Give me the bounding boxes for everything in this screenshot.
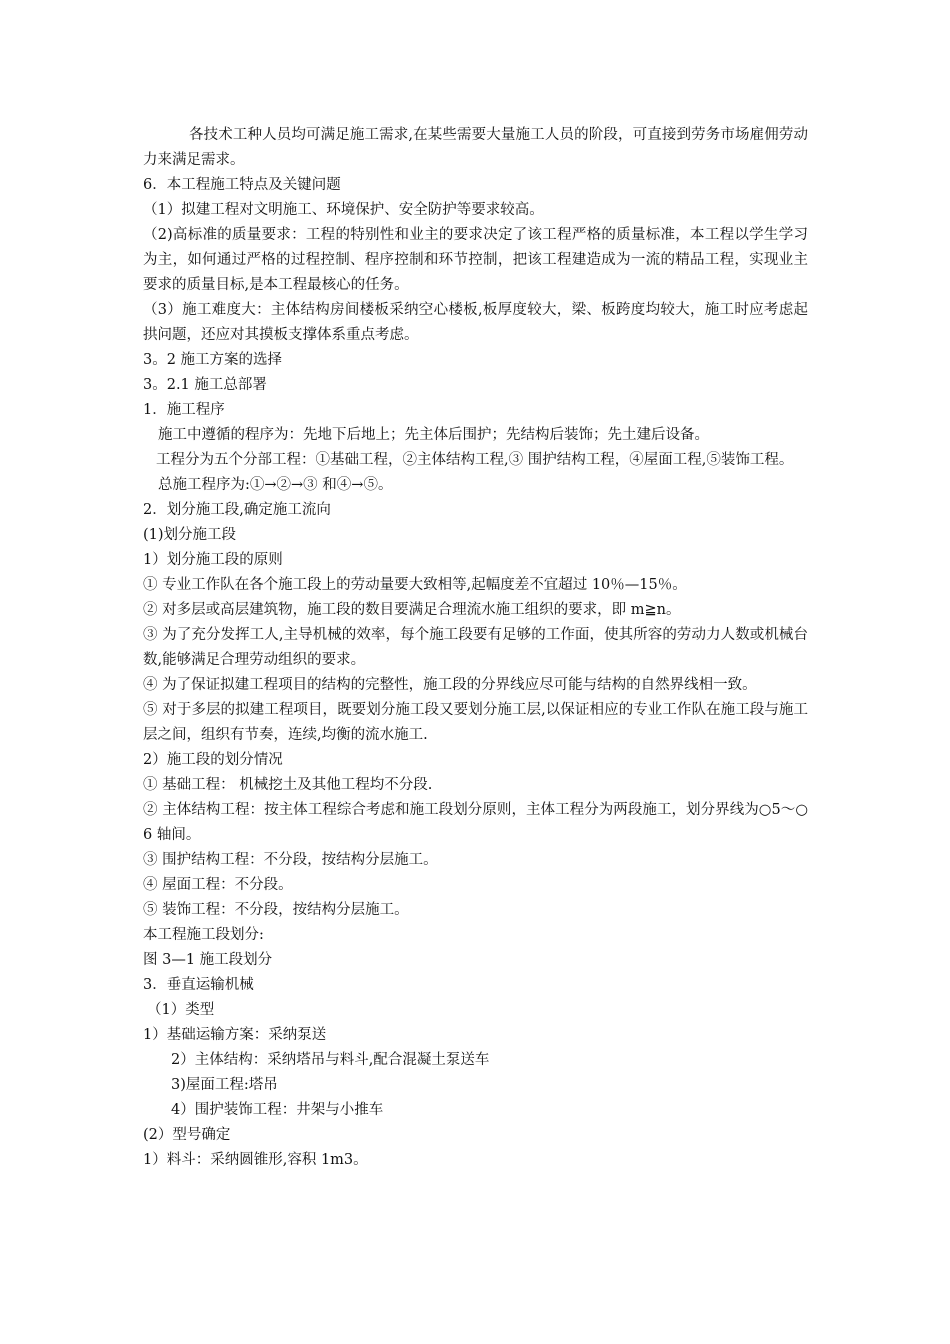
document-body xyxy=(143,123,808,1173)
principle-item-3: ③ 为了充分发挥工人,主导机械的效率，每个施工段要有足够的工作面，使其所容的劳动力人数或机械台数,能够满足合理劳动组织的要求。 xyxy=(143,627,808,668)
type-item-1: 1）基础运输方案：采纳泵送 xyxy=(143,1027,327,1043)
type-item-3: 3)屋面工程:塔吊 xyxy=(171,1077,278,1093)
principle-item-1: ① 专业工作队在各个施工段上的劳动量要大致相等,起幅度差不宜超过 10％—15％。 xyxy=(143,577,687,593)
paragraph-section-division: 本工程施工段划分: xyxy=(143,927,264,943)
division-item-5: ⑤ 装饰工程：不分段，按结构分层施工。 xyxy=(143,902,409,918)
list-item-civilized-construction: （1）拟建工程对文明施工、环境保护、安全防护等要求较高。 xyxy=(143,202,544,218)
principle-item-5: ⑤ 对于多层的拟建工程项目，既要划分施工段又要划分施工层,以保证相应的专业工作队在施工段与施工层之间，组织有节奏，连续,均衡的流水施工. xyxy=(143,702,808,743)
subheading-divide-sections: (1)划分施工段 xyxy=(143,527,237,543)
subheading-division-principles: 1）划分施工段的原则 xyxy=(143,552,283,568)
division-item-2: ② 主体结构工程：按主体工程综合考虑和施工段划分原则，主体工程分为两段施工，划分界线为○5～○6 轴间。 xyxy=(143,802,808,843)
subheading-type: （1）类型 xyxy=(147,1002,215,1018)
figure-caption: 图 3—1 施工段划分 xyxy=(143,952,273,968)
division-item-3: ③ 围护结构工程：不分段，按结构分层施工。 xyxy=(143,852,438,868)
model-item-1: 1）料斗：采纳圆锥形,容积 1m3。 xyxy=(143,1152,368,1168)
paragraph-sub-projects: 工程分为五个分部工程：①基础工程，②主体结构工程,③ 围护结构工程，④屋面工程,⑤装饰工程。 xyxy=(156,452,794,468)
type-item-4: 4）围护装饰工程：井架与小推车 xyxy=(171,1102,384,1118)
heading-divide-sections: 2．划分施工段,确定施工流向 xyxy=(143,502,331,518)
principle-item-4: ④ 为了保证拟建工程项目的结构的完整性，施工段的分界线应尽可能与结构的自然界线相一致。 xyxy=(143,677,757,693)
principle-item-2: ② 对多层或高层建筑物，施工段的数目要满足合理流水施工组织的要求，即 m≧n。 xyxy=(143,602,681,618)
subheading-model-selection: (2）型号确定 xyxy=(143,1127,231,1143)
list-item-quality-requirement: （2)高标准的质量要求：工程的特别性和业主的要求决定了该工程严格的质量标准，本工程以学生学习为主，如何通过严格的过程控制、程序控制和环节控制，把该工程建造成为一流的精品工程，实现业主要求的质量目标,是本工程最核心的任务。 xyxy=(143,227,808,293)
division-item-4: ④ 屋面工程：不分段。 xyxy=(143,877,293,893)
paragraph-overall-sequence: 总施工程序为:①→②→③ 和④→⑤。 xyxy=(158,477,393,493)
type-item-2: 2）主体结构：采纳塔吊与料斗,配合混凝土泵送车 xyxy=(171,1052,490,1068)
division-item-1: ① 基础工程： 机械挖土及其他工程均不分段. xyxy=(143,777,433,793)
heading-construction-procedure: 1．施工程序 xyxy=(143,402,225,418)
paragraph-labor-supply: 各技术工种人员均可满足施工需求,在某些需要大量施工人员的阶段，可直接到劳务市场雇佣劳动力来满足需求。 xyxy=(143,127,808,168)
list-item-construction-difficulty: （3）施工难度大：主体结构房间楼板采纳空心楼板,板厚度较大，梁、板跨度均较大，施工时应考虑起拱问题，还应对其摸板支撑体系重点考虑。 xyxy=(143,302,808,343)
heading-vertical-transport: 3．垂直运输机械 xyxy=(143,977,254,993)
heading-scheme-selection: 3。2 施工方案的选择 xyxy=(143,352,283,368)
subheading-division-status: 2）施工段的划分情况 xyxy=(143,752,283,768)
heading-general-deployment: 3。2.1 施工总部署 xyxy=(143,377,267,393)
heading-construction-features: 6．本工程施工特点及关键问题 xyxy=(143,177,341,193)
paragraph-procedure-order: 施工中遵循的程序为：先地下后地上；先主体后围护；先结构后装饰；先土建后设备。 xyxy=(158,427,709,443)
